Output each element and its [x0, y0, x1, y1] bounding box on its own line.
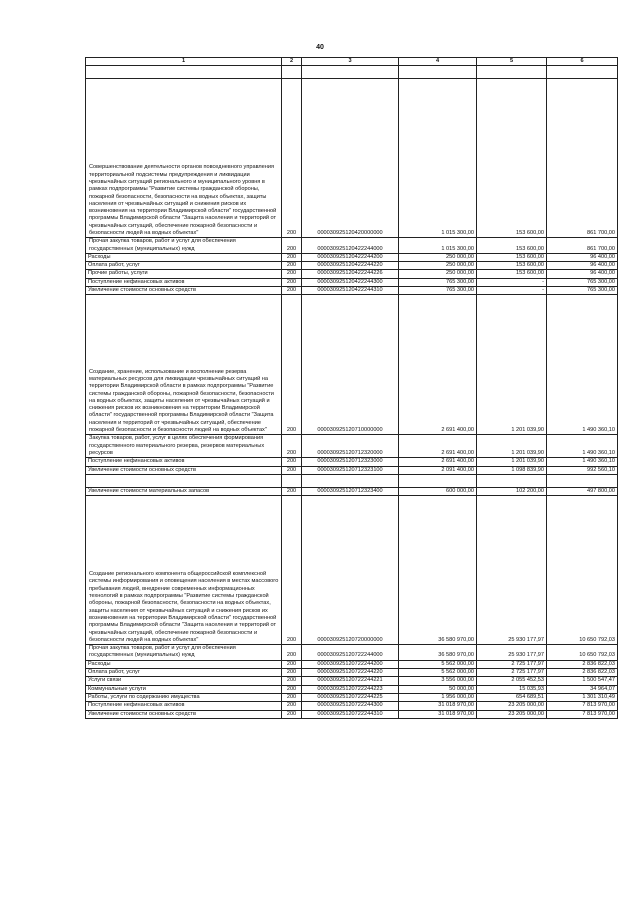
row-line-code: 200: [282, 262, 302, 270]
row-unexecuted-amount: 1 490 360,10: [547, 435, 618, 458]
row-approved-amount: 31 018 970,00: [399, 710, 477, 718]
row-line-code: 200: [282, 295, 302, 435]
table-row: [86, 685, 618, 693]
table-row: [86, 238, 618, 254]
row-unexecuted-amount: 10 650 792,03: [547, 645, 618, 661]
row-approved-amount: [399, 474, 477, 487]
row-executed-amount: 654 689,51: [477, 693, 547, 701]
row-unexecuted-amount: 861 700,00: [547, 238, 618, 254]
row-line-code: 200: [282, 458, 302, 466]
column-number: 3: [302, 58, 399, 66]
budget-table: [85, 57, 618, 719]
table-row: [86, 253, 618, 261]
row-budget-code: 000030925120420000000: [302, 79, 399, 238]
row-line-code: [282, 474, 302, 487]
row-description: Создание, хранение, использование и восполнение резерва материальных ресурсов для ликвидации чрезвычайных ситуаций на территории Владимирской области в рамках подпрограммы "Развитие системы гражданской обороны, пожарной безопасности, безопасности на водных объектах, защиты населения от чрезвычайных ситуаций и снижения рисков их возникновения на территории Владимирской области" государственной программы Владимирской области "Защита населения и территорий от чрезвычайных ситуаций, обеспечение пожарной безопасности и безопасности людей на водных объектах": [86, 295, 282, 435]
row-approved-amount: 2 691 400,00: [399, 295, 477, 435]
row-approved-amount: 3 556 000,00: [399, 677, 477, 685]
row-description: Совершенствование деятельности органов повседневного управления территориальной подсистемы предупреждения и ликвидации чрезвычайных ситуаций регионального и муниципального уровня в рамках подпрограммы "Развитие системы гражданской обороны, пожарной безопасности, безопасности на водных объектах, защиты населения от чрезвычайных ситуаций и снижения рисков их возникновения на территории Владимирской области" государственной программы Владимирской области "Защита населения и территорий от чрезвычайных ситуаций, обеспечение пожарной безопасности и безопасности людей на водных объектах": [86, 79, 282, 238]
row-executed-amount: 153 600,00: [477, 79, 547, 238]
table-row: [86, 645, 618, 661]
row-line-code: 200: [282, 685, 302, 693]
row-approved-amount: 5 562 000,00: [399, 660, 477, 668]
row-unexecuted-amount: 992 560,10: [547, 466, 618, 474]
row-executed-amount: 153 600,00: [477, 270, 547, 278]
row-budget-code: 000030925120422244310: [302, 287, 399, 295]
row-approved-amount: 250 000,00: [399, 262, 477, 270]
row-line-code: [282, 66, 302, 79]
row-budget-code: [302, 66, 399, 79]
row-line-code: 200: [282, 487, 302, 495]
column-number-row: [86, 58, 618, 66]
row-unexecuted-amount: 765 300,00: [547, 287, 618, 295]
row-executed-amount: -: [477, 278, 547, 286]
row-approved-amount: 250 000,00: [399, 253, 477, 261]
row-unexecuted-amount: 1 500 547,47: [547, 677, 618, 685]
table-row: [86, 295, 618, 435]
table-row: [86, 474, 618, 487]
row-line-code: 200: [282, 702, 302, 710]
row-executed-amount: 1 201 039,90: [477, 295, 547, 435]
row-line-code: 200: [282, 677, 302, 685]
row-unexecuted-amount: 10 650 792,03: [547, 496, 618, 645]
column-number: 6: [547, 58, 618, 66]
row-description: Прочие работы, услуги: [86, 270, 282, 278]
row-description: Работы, услуги по содержанию имущества: [86, 693, 282, 701]
row-budget-code: 000030925120422244300: [302, 278, 399, 286]
row-unexecuted-amount: 7 813 970,00: [547, 702, 618, 710]
row-budget-code: 000030925120722244300: [302, 702, 399, 710]
row-budget-code: 000030925120722244200: [302, 660, 399, 668]
row-approved-amount: 600 000,00: [399, 487, 477, 495]
row-line-code: 200: [282, 645, 302, 661]
row-description: Увеличение стоимости основных средств: [86, 466, 282, 474]
row-unexecuted-amount: 34 964,07: [547, 685, 618, 693]
row-budget-code: 000030925120712320000: [302, 435, 399, 458]
row-description: Закупка товаров, работ, услуг в целях обеспечения формирования государственного материального резерва, резервов материальных ресурсов: [86, 435, 282, 458]
row-approved-amount: 1 015 300,00: [399, 238, 477, 254]
row-line-code: 200: [282, 253, 302, 261]
column-number: 4: [399, 58, 477, 66]
row-unexecuted-amount: [547, 66, 618, 79]
row-approved-amount: 765 300,00: [399, 278, 477, 286]
table-row: [86, 287, 618, 295]
row-description: Прочая закупка товаров, работ и услуг для обеспечения государственных (муниципальных) нужд: [86, 238, 282, 254]
row-unexecuted-amount: 1 490 360,10: [547, 458, 618, 466]
row-line-code: 200: [282, 287, 302, 295]
row-budget-code: 000030925120722244225: [302, 693, 399, 701]
row-budget-code: 000030925120422244200: [302, 253, 399, 261]
table-row: [86, 66, 618, 79]
row-unexecuted-amount: 497 800,00: [547, 487, 618, 495]
row-executed-amount: 1 201 039,90: [477, 435, 547, 458]
row-line-code: 200: [282, 693, 302, 701]
row-unexecuted-amount: 2 836 822,03: [547, 669, 618, 677]
row-executed-amount: 2 725 177,97: [477, 669, 547, 677]
row-approved-amount: [399, 66, 477, 79]
row-description: Расходы: [86, 660, 282, 668]
row-description: Создание регионального компонента общероссийской комплексной системы информирования и оповещения населения в местах массового пребывания людей, внедрение современных информационных технологий в рамках подпрограммы "Развитие системы гражданской обороны, пожарной безопасности, безопасности на водных объектах, защиты населения от чрезвычайных ситуаций и снижения рисков их возникновения на территории Владимирской области" государственной программы Владимирской области "Защита населения и территорий от чрезвычайных ситуаций, обеспечение пожарной безопасности и безопасности людей на водных объектах": [86, 496, 282, 645]
row-description: Увеличение стоимости основных средств: [86, 287, 282, 295]
row-description: Расходы: [86, 253, 282, 261]
row-unexecuted-amount: 7 813 970,00: [547, 710, 618, 718]
row-line-code: 200: [282, 496, 302, 645]
row-approved-amount: 250 000,00: [399, 270, 477, 278]
row-budget-code: [302, 474, 399, 487]
row-description: Увеличение стоимости основных средств: [86, 710, 282, 718]
row-unexecuted-amount: 96 400,00: [547, 270, 618, 278]
row-unexecuted-amount: 861 700,00: [547, 79, 618, 238]
table-row: [86, 79, 618, 238]
table-row: [86, 702, 618, 710]
row-line-code: 200: [282, 278, 302, 286]
row-budget-code: 000030925120712323400: [302, 487, 399, 495]
row-executed-amount: 1 098 839,90: [477, 466, 547, 474]
row-description: Поступление нефинансовых активов: [86, 278, 282, 286]
row-budget-code: 000030925120712323000: [302, 458, 399, 466]
row-description: Поступление нефинансовых активов: [86, 458, 282, 466]
column-number: 1: [86, 58, 282, 66]
row-executed-amount: 2 055 452,53: [477, 677, 547, 685]
column-number: 2: [282, 58, 302, 66]
row-budget-code: 000030925120710000000: [302, 295, 399, 435]
row-description: Коммунальные услуги: [86, 685, 282, 693]
row-line-code: 200: [282, 466, 302, 474]
row-executed-amount: 102 200,00: [477, 487, 547, 495]
row-unexecuted-amount: 765 300,00: [547, 278, 618, 286]
row-budget-code: 000030925120712323100: [302, 466, 399, 474]
row-line-code: 200: [282, 79, 302, 238]
row-description: Увеличение стоимости материальных запасов: [86, 487, 282, 495]
row-line-code: 200: [282, 669, 302, 677]
row-executed-amount: -: [477, 287, 547, 295]
row-approved-amount: 2 091 400,00: [399, 466, 477, 474]
row-executed-amount: 153 600,00: [477, 238, 547, 254]
table-row: [86, 677, 618, 685]
row-line-code: 200: [282, 238, 302, 254]
row-unexecuted-amount: 96 400,00: [547, 262, 618, 270]
row-description: Оплата работ, услуг: [86, 262, 282, 270]
row-unexecuted-amount: 1 490 360,10: [547, 295, 618, 435]
table-row: [86, 669, 618, 677]
table-row: [86, 660, 618, 668]
row-approved-amount: 50 000,00: [399, 685, 477, 693]
column-number: 5: [477, 58, 547, 66]
row-budget-code: 000030925120422244226: [302, 270, 399, 278]
row-executed-amount: 25 930 177,97: [477, 645, 547, 661]
page-number: 40: [316, 44, 324, 51]
row-budget-code: 000030925120722244000: [302, 645, 399, 661]
row-executed-amount: 23 205 000,00: [477, 702, 547, 710]
table-row: [86, 710, 618, 718]
table-row: [86, 693, 618, 701]
row-line-code: 200: [282, 710, 302, 718]
row-budget-code: 000030925120722244310: [302, 710, 399, 718]
row-approved-amount: 31 018 970,00: [399, 702, 477, 710]
row-budget-code: 000030925120722244223: [302, 685, 399, 693]
row-description: Услуги связи: [86, 677, 282, 685]
row-budget-code: 000030925120422244220: [302, 262, 399, 270]
table-row: [86, 458, 618, 466]
row-unexecuted-amount: [547, 474, 618, 487]
row-approved-amount: 1 015 300,00: [399, 79, 477, 238]
table-row: [86, 278, 618, 286]
row-executed-amount: [477, 474, 547, 487]
row-line-code: 200: [282, 435, 302, 458]
row-line-code: 200: [282, 270, 302, 278]
table-row: [86, 466, 618, 474]
row-executed-amount: 23 205 000,00: [477, 710, 547, 718]
row-description: [86, 474, 282, 487]
row-executed-amount: 153 600,00: [477, 253, 547, 261]
row-approved-amount: 36 580 970,00: [399, 496, 477, 645]
row-executed-amount: [477, 66, 547, 79]
row-executed-amount: 15 035,93: [477, 685, 547, 693]
table-row: [86, 496, 618, 645]
row-approved-amount: 2 691 400,00: [399, 435, 477, 458]
row-executed-amount: 153 600,00: [477, 262, 547, 270]
row-unexecuted-amount: 2 836 822,03: [547, 660, 618, 668]
row-executed-amount: 1 201 039,90: [477, 458, 547, 466]
table-row: [86, 262, 618, 270]
table-row: [86, 487, 618, 495]
row-budget-code: 000030925120722244221: [302, 677, 399, 685]
row-approved-amount: 2 691 400,00: [399, 458, 477, 466]
row-description: [86, 66, 282, 79]
row-budget-code: 000030925120422244000: [302, 238, 399, 254]
row-approved-amount: 36 580 970,00: [399, 645, 477, 661]
budget-table-body: [86, 58, 618, 719]
row-description: Оплата работ, услуг: [86, 669, 282, 677]
row-line-code: 200: [282, 660, 302, 668]
row-approved-amount: 765 300,00: [399, 287, 477, 295]
row-unexecuted-amount: 1 301 310,49: [547, 693, 618, 701]
row-executed-amount: 25 930 177,97: [477, 496, 547, 645]
row-description: Прочая закупка товаров, работ и услуг для обеспечения государственных (муниципальных) нужд: [86, 645, 282, 661]
row-description: Поступление нефинансовых активов: [86, 702, 282, 710]
row-budget-code: 000030925120722244220: [302, 669, 399, 677]
row-budget-code: 000030925120720000000: [302, 496, 399, 645]
row-approved-amount: 5 562 000,00: [399, 669, 477, 677]
row-approved-amount: 1 956 000,00: [399, 693, 477, 701]
table-row: [86, 435, 618, 458]
row-unexecuted-amount: 96 400,00: [547, 253, 618, 261]
row-executed-amount: 2 725 177,97: [477, 660, 547, 668]
table-row: [86, 270, 618, 278]
